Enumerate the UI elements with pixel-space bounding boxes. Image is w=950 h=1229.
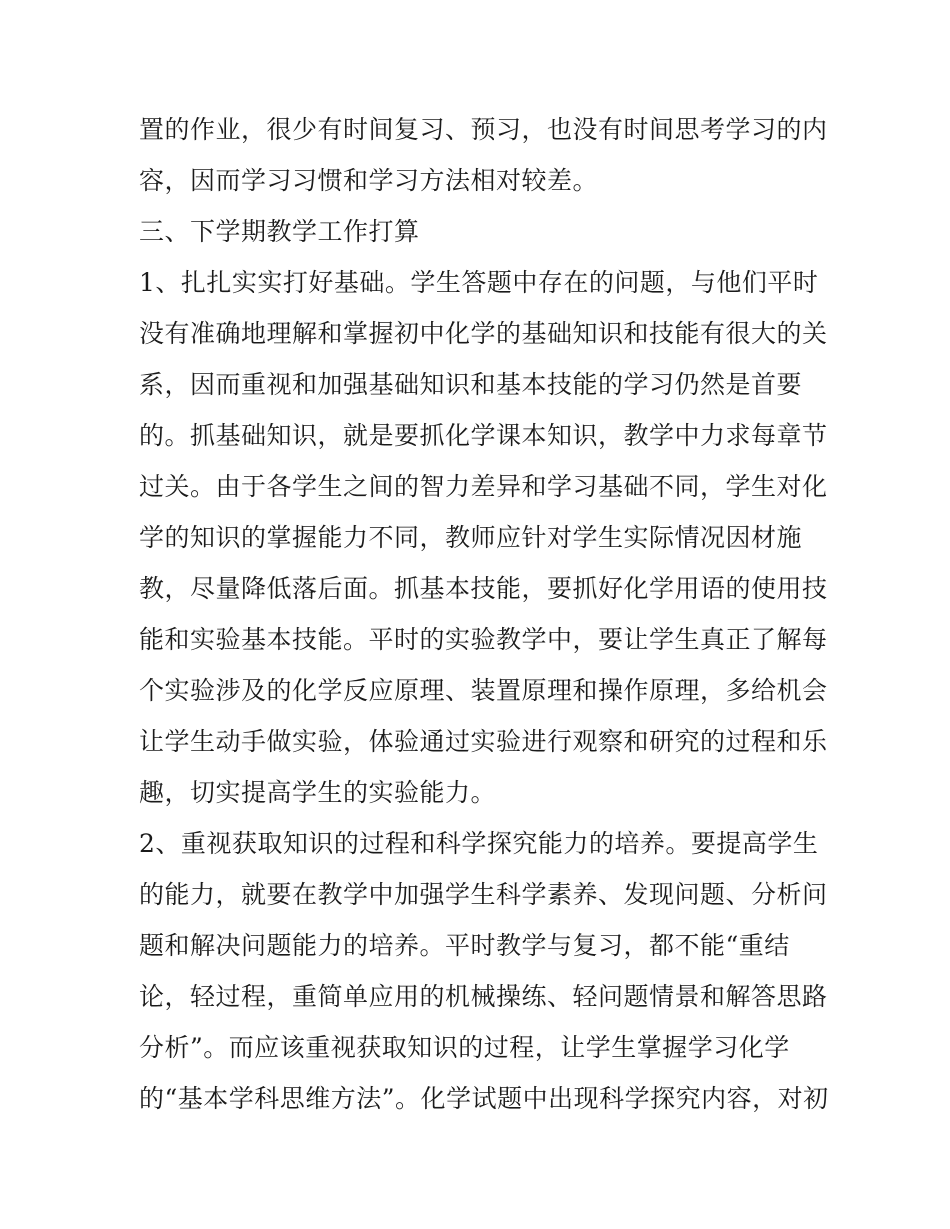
text-line: 容，因而学习习惯和学习方法相对较差。 (139, 166, 599, 195)
text-line: 2、重视获取知识的过程和科学探究能力的培养。要提高学生 (139, 829, 819, 858)
text-line: 的“基本学科思维方法”。化学试题中出现科学探究内容，对初 (139, 1084, 829, 1113)
text-line: 分析”。而应该重视获取知识的过程，让学生掌握学习化学 (139, 1033, 790, 1062)
text-line: 置的作业，很少有时间复习、预习，也没有时间思考学习的内 (139, 115, 828, 144)
text-line: 能和实验基本技能。平时的实验教学中，要让学生真正了解每 (139, 625, 828, 654)
text-line: 趣，切实提高学生的实验能力。 (139, 778, 497, 807)
text-line: 教，尽量降低落后面。抓基本技能，要抓好化学用语的使用技 (139, 574, 828, 603)
body-text (139, 104, 829, 1124)
text-line: 过关。由于各学生之间的智力差异和学习基础不同，学生对化 (139, 472, 828, 501)
text-line: 没有准确地理解和掌握初中化学的基础知识和技能有很大的关 (139, 319, 828, 348)
text-line: 系，因而重视和加强基础知识和基本技能的学习仍然是首要 (139, 370, 803, 399)
text-line: 论，轻过程，重简单应用的机械操练、轻问题情景和解答思路 (139, 982, 828, 1011)
text-line: 1、扎扎实实打好基础。学生答题中存在的问题，与他们平时 (139, 268, 819, 297)
text-line: 题和解决问题能力的培养。平时教学与复习，都不能“重结 (139, 931, 790, 960)
text-line: 个实验涉及的化学反应原理、装置原理和操作原理，多给机会 (139, 676, 828, 705)
text-line: 让学生动手做实验，体验通过实验进行观察和研究的过程和乐 (139, 727, 828, 756)
text-line: 的。抓基础知识，就是要抓化学课本知识，教学中力求每章节 (139, 421, 828, 450)
text-line: 的能力，就要在教学中加强学生科学素养、发现问题、分析问 (139, 880, 828, 909)
text-line: 学的知识的掌握能力不同，教师应针对学生实际情况因材施 (139, 523, 803, 552)
section-heading: 三、下学期教学工作打算 (139, 217, 420, 246)
